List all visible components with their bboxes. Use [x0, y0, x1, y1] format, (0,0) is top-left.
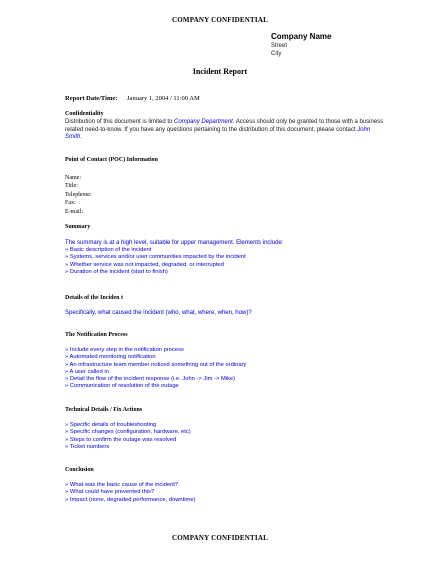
list-item: » Communication of resolution of the outage — [65, 383, 179, 390]
list-item: » What was the basic cause of the incident? — [65, 482, 179, 488]
details-heading: Details of the Inciden t — [65, 295, 123, 301]
summary-heading: Summary — [65, 224, 91, 230]
poc-heading: Point of Contact (POC) Information — [65, 157, 158, 163]
confidentiality-text-3: . — [80, 134, 83, 141]
list-item: » Impact (none, degraded performance, downtime) — [65, 496, 196, 503]
confidentiality-contact: John Smith — [65, 126, 371, 141]
list-item: » Specific details of troubleshooting — [65, 422, 157, 428]
report-date-label: Report Date/Time: — [65, 95, 118, 102]
list-item: » An infrastructure team member noticed something out of the ordinary — [65, 361, 247, 368]
list-item: » Include every step in the notification process — [65, 347, 184, 353]
list-item: » Duration of the incident (start to finish) — [65, 268, 168, 275]
confidentiality-text-2: . Access should only be granted to those with a business related need-to-know. If you have any questions pertaining to the distribution of this document, please contact — [65, 119, 384, 133]
confidentiality-text-1: Distribution of this document is limited to — [65, 119, 175, 125]
confidentiality-heading: Confidentiality — [65, 111, 104, 117]
confidentiality-paragraph — [65, 119, 385, 142]
poc-field-name: Name: — [65, 175, 81, 181]
poc-field-telephone: Telephone: — [65, 191, 92, 198]
technical-heading: Technical Details / Fix Actions — [65, 407, 143, 413]
details-text: Specifically, what caused the incident (who, what, where, when, how)? — [65, 310, 252, 316]
list-item: » Basic description of the incident — [65, 247, 152, 253]
list-item: » Ticket numbers — [65, 443, 110, 450]
notification-heading: The Notification Process — [65, 332, 128, 338]
document-title: Incident Report — [192, 67, 248, 76]
list-item: » Steps to confirm the outage was resolved — [65, 436, 177, 443]
list-item: » Whether service was not impacted, degraded, or interrupted — [65, 261, 224, 268]
company-street: Street — [271, 43, 288, 49]
report-date-value: January 1, 2004 / 11:00 AM — [127, 95, 200, 102]
list-item: » What could have prevented this? — [65, 489, 155, 496]
poc-fields — [65, 174, 92, 216]
list-item: » A user called in — [65, 368, 109, 375]
list-item: » Automated monitoring notification — [65, 354, 156, 361]
list-item: » Systems, services and/or user communities impacted by the incident — [65, 254, 246, 261]
poc-field-title: Title: — [65, 183, 78, 190]
list-item: » Detail the flow of the incident response (i.e. John -> Jim -> Mike) — [65, 376, 236, 383]
footer-confidential-banner: COMPANY CONFIDENTIAL — [172, 534, 268, 542]
company-name: Company Name — [271, 32, 332, 41]
company-city: City — [271, 51, 282, 57]
summary-intro: The summary is at a high level, suitable for upper management. Elements include: — [65, 240, 284, 246]
poc-field-fax: Fax: — [65, 200, 76, 207]
conclusion-list — [65, 482, 395, 504]
header-confidential-banner: COMPANY CONFIDENTIAL — [172, 16, 268, 24]
technical-list — [65, 422, 395, 451]
poc-field-email: E-mail: — [65, 208, 83, 215]
conclusion-heading: Conclusion — [65, 467, 94, 473]
company-address-block — [271, 32, 331, 58]
report-date-row — [65, 95, 200, 102]
confidentiality-department: Company Department — [174, 119, 233, 125]
summary-list — [65, 247, 395, 276]
notification-list — [65, 347, 395, 391]
list-item: » Specific changes (configuration, hardware, etc) — [65, 429, 191, 436]
